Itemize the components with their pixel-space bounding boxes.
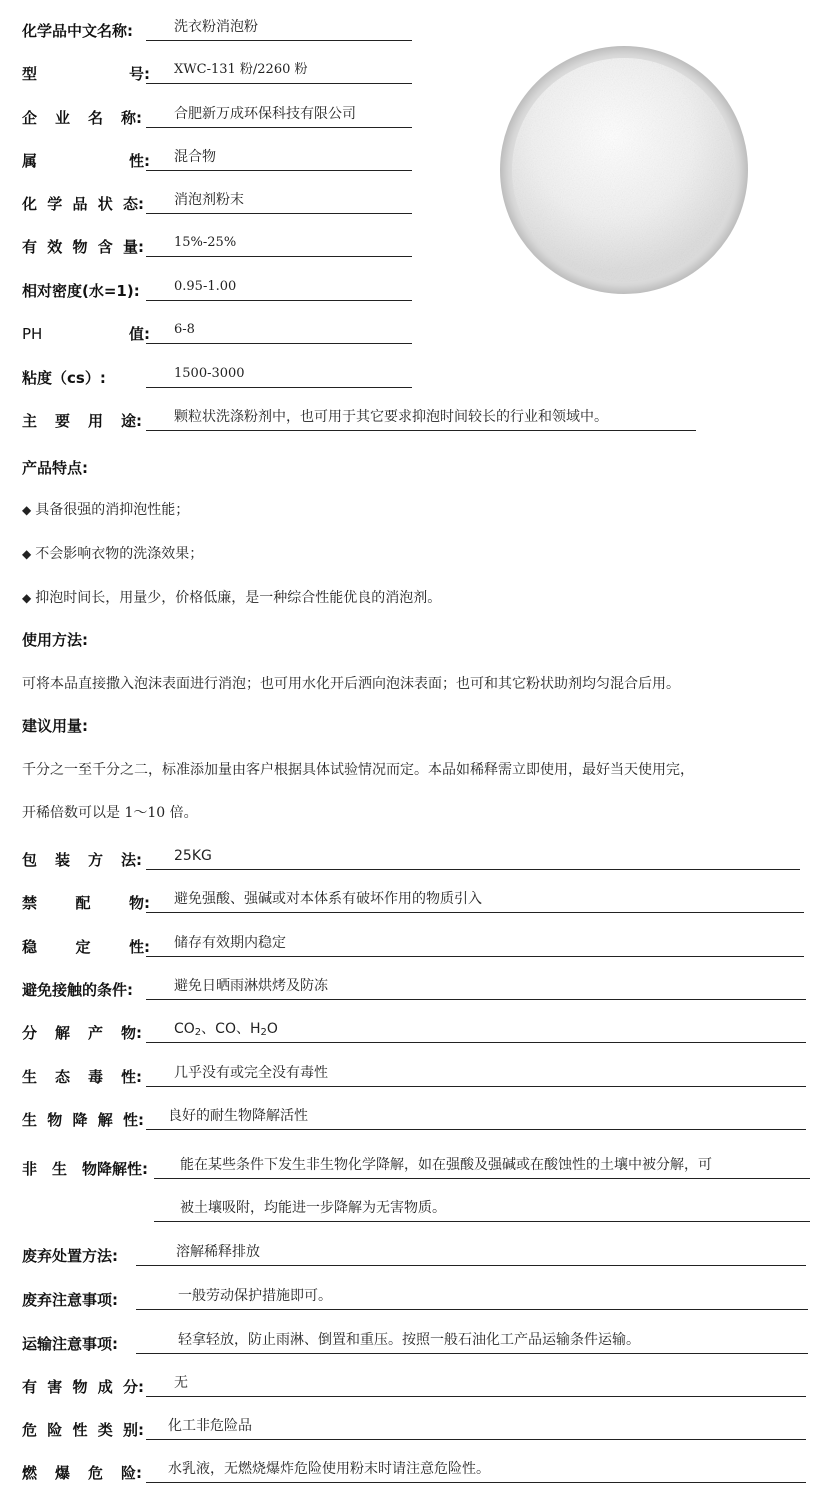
- value-disposal-notes: 一般劳动保护措施即可。: [136, 1286, 808, 1310]
- label-incompatible: 禁 配 物:: [22, 894, 150, 912]
- label-density: 相对密度(水=1):: [22, 282, 140, 300]
- label-nonbiodeg: 非 生 物降解性:: [22, 1160, 148, 1178]
- value-decomposition: $CO_2$、CO、$H_2O$: [146, 1019, 806, 1043]
- diamond-bullet-icon: ◆: [22, 591, 32, 605]
- value-hazard-class: 化工非危险品: [146, 1416, 806, 1440]
- label-decomposition: 分 解 产 物:: [22, 1024, 142, 1042]
- row-viscosity: [22, 364, 245, 388]
- label-company: 企 业 名 称:: [22, 109, 142, 127]
- label-viscosity: 粘度（cs）:: [22, 369, 106, 387]
- value-incompatible: 避免强酸、强碱或对本体系有破坏作用的物质引入: [146, 889, 804, 913]
- label-stability: 稳 定 性:: [22, 938, 150, 956]
- label-chinese-name: 化学品中文名称:: [22, 22, 133, 40]
- row-biodeg: [22, 1106, 308, 1130]
- row-hazard-class: [22, 1416, 252, 1440]
- value-disposal: 溶解稀释排放: [136, 1242, 806, 1266]
- value-content: 15%-25%: [146, 233, 412, 257]
- label-ecotox: 生 态 毒 性:: [22, 1068, 142, 1086]
- row-incompatible: [22, 889, 482, 913]
- value-property: 混合物: [146, 147, 412, 171]
- row-density: [22, 277, 237, 301]
- value-transport: 轻拿轻放，防止雨淋、倒置和重压。按照一般石油化工产品运输条件运输。: [136, 1330, 808, 1354]
- label-packaging: 包 装 方 法:: [22, 851, 142, 869]
- row-property: [22, 147, 216, 171]
- label-property: 属 性:: [22, 152, 150, 170]
- feature-item-2: ◆ 不会影响衣物的洗涤效果；: [22, 546, 204, 562]
- dosage-line-2: 开稀倍数可以是 1～10 倍。: [22, 805, 198, 821]
- label-disposal-notes: 废弃注意事项:: [22, 1291, 118, 1309]
- value-main-use: 颗粒状洗涤粉剂中，也可用于其它要求抑泡时间较长的行业和领域中。: [146, 407, 696, 431]
- label-hazard-class: 危 险 性 类 别:: [22, 1421, 144, 1439]
- value-viscosity: 1500-3000: [146, 364, 412, 388]
- row-main-use: [22, 407, 608, 431]
- value-avoid: 避免日晒雨淋烘烤及防冻: [146, 976, 806, 1000]
- product-powder-photo: [498, 44, 750, 296]
- value-ph: 6-8: [146, 320, 412, 344]
- usage-text: 可将本品直接撒入泡沫表面进行消泡；也可用水化开后洒向泡沫表面；也可和其它粉状助剂均匀混合后用。: [22, 676, 680, 692]
- label-avoid: 避免接触的条件:: [22, 981, 133, 999]
- label-disposal: 废弃处置方法:: [22, 1247, 118, 1265]
- diamond-bullet-icon: ◆: [22, 547, 32, 561]
- label-state: 化 学 品 状 态:: [22, 195, 144, 213]
- label-biodeg: 生 物 降 解 性:: [22, 1111, 144, 1129]
- value-model: XWC-131 粉/2260 粉: [146, 60, 412, 84]
- row-ph: [22, 320, 195, 344]
- value-explosion: 水乳液，无燃烧爆炸危险使用粉末时请注意危险性。: [146, 1459, 806, 1483]
- diamond-bullet-icon: ◆: [22, 503, 32, 517]
- row-chinese-name: [22, 17, 258, 41]
- row-content: [22, 233, 237, 257]
- row-decomposition: [22, 1019, 278, 1043]
- value-chinese-name: 洗衣粉消泡粉: [146, 17, 412, 41]
- value-ecotox: 几乎没有或完全没有毒性: [146, 1063, 806, 1087]
- row-packaging: [22, 846, 212, 870]
- row-transport: [22, 1330, 640, 1354]
- row-explosion: [22, 1459, 490, 1483]
- value-nonbiodeg-line-1: 能在某些条件下发生非生物化学降解，如在强酸及强碱或在酸蚀性的土壤中被分解，可: [154, 1155, 810, 1179]
- row-state: [22, 190, 244, 214]
- label-hazardous: 有 害 物 成 分:: [22, 1378, 144, 1396]
- value-company: 合肥新万成环保科技有限公司: [146, 104, 412, 128]
- dosage-heading: 建议用量:: [22, 717, 88, 735]
- row-model: [22, 60, 308, 84]
- label-content: 有 效 物 含 量:: [22, 238, 144, 256]
- label-transport: 运输注意事项:: [22, 1335, 118, 1353]
- row-hazardous: [22, 1373, 188, 1397]
- value-biodeg: 良好的耐生物降解活性: [146, 1106, 806, 1130]
- feature-item-3: ◆ 抑泡时间长，用量少，价格低廉，是一种综合性能优良的消泡剂。: [22, 590, 442, 606]
- row-company: [22, 104, 356, 128]
- row-nonbiodeg: [22, 1155, 712, 1179]
- usage-heading: 使用方法:: [22, 631, 88, 649]
- value-stability: 储存有效期内稳定: [146, 933, 804, 957]
- row-avoid: [22, 976, 328, 1000]
- label-model: 型 号:: [22, 65, 150, 83]
- row-ecotox: [22, 1063, 328, 1087]
- value-density: 0.95-1.00: [146, 277, 412, 301]
- row-disposal-notes: [22, 1286, 332, 1310]
- row-disposal: [22, 1242, 260, 1266]
- feature-item-1: ◆ 具备很强的消抑泡性能；: [22, 502, 190, 518]
- value-state: 消泡剂粉末: [146, 190, 412, 214]
- label-ph: PH 值:: [22, 325, 150, 343]
- value-hazardous: 无: [146, 1373, 806, 1397]
- label-main-use: 主 要 用 途:: [22, 412, 142, 430]
- label-explosion: 燃 爆 危 险:: [22, 1464, 142, 1482]
- value-nonbiodeg-line-2: 被土壤吸附，均能进一步降解为无害物质。: [154, 1198, 810, 1222]
- features-heading: 产品特点:: [22, 459, 88, 477]
- dosage-line-1: 千分之一至千分之二，标准添加量由客户根据具体试验情况而定。本品如稀释需立即使用，最好当天使用完，: [22, 762, 694, 778]
- row-stability: [22, 933, 286, 957]
- value-packaging: 25KG: [146, 846, 800, 870]
